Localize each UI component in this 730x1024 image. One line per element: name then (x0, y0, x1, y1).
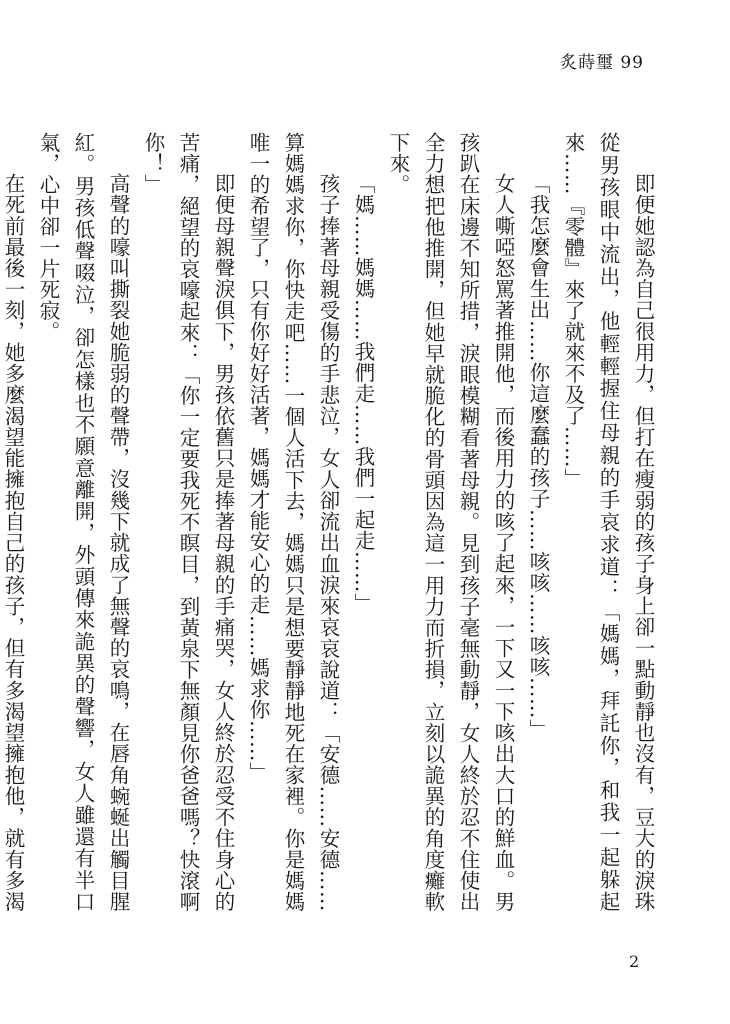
paragraph-4: 「媽……媽媽……我們走……我們一起走……」 (351, 173, 375, 614)
page-number: 2 (629, 952, 640, 971)
running-header: 炙蒔璽 99 (559, 53, 644, 73)
paragraph-3: 女人嘶啞怒罵著推開他，而後用力的咳了起來，一下又一下咳出大口的鮮血。男孩趴在床邊不知所措，淚眼模糊看著母親。見到孩子毫無動靜，女人終於忍不住使出全力想把他推開，但她早就脆化的骨頭因為這一用力而折損，立刻以詭異的角度癱軟下來。 (386, 132, 515, 912)
paragraph-2: 「我怎麼會生出……你這麼蠢的孩子……咳咳……咳咳……」 (526, 173, 550, 740)
paragraph-7: 高聲的嚎叫撕裂她脆弱的聲帶，沒幾下就成了無聲的哀鳴，在唇角蜿蜒出觸目腥紅。男孩低聲啜泣，卻怎樣也不願意離開，外頭傳來詭異的聲響，女人雖還有半口氣，心中卻一片死寂。 (36, 132, 130, 912)
paragraph-6: 即便母親聲淚俱下，男孩依舊只是捧著母親的手痛哭，女人終於忍受不住身心的苦痛，絕望的哀嚎起來：「你一定要我死不瞑目，到黃泉下無顏見你爸爸嗎？快滾啊你！」 (141, 132, 235, 912)
paragraph-1: 即便她認為自己很用力，但打在瘦弱的孩子身上卻一點動靜也沒有，豆大的淚珠從男孩眼中流出，他輕輕握住母親的手哀求道：「媽媽，拜託你，和我一起躲起來……『零體』來了就來不及了……」 (561, 132, 655, 912)
vertical-text-body (1, 132, 660, 912)
paragraph-5: 孩子捧著母親受傷的手悲泣，女人卻流出血淚來哀哀說道：「安德……安德……算媽媽求你，你快走吧……一個人活下去，媽媽只是想要靜靜地死在家裡。你是媽媽唯一的希望了，只有你好好活著，媽媽才能安心的走……媽求你……」 (246, 132, 340, 912)
paragraph-8: 在死前最後一刻，她多麼渴望能擁抱自己的孩子，但有多渴望擁抱他，就有多渴 (1, 173, 25, 912)
